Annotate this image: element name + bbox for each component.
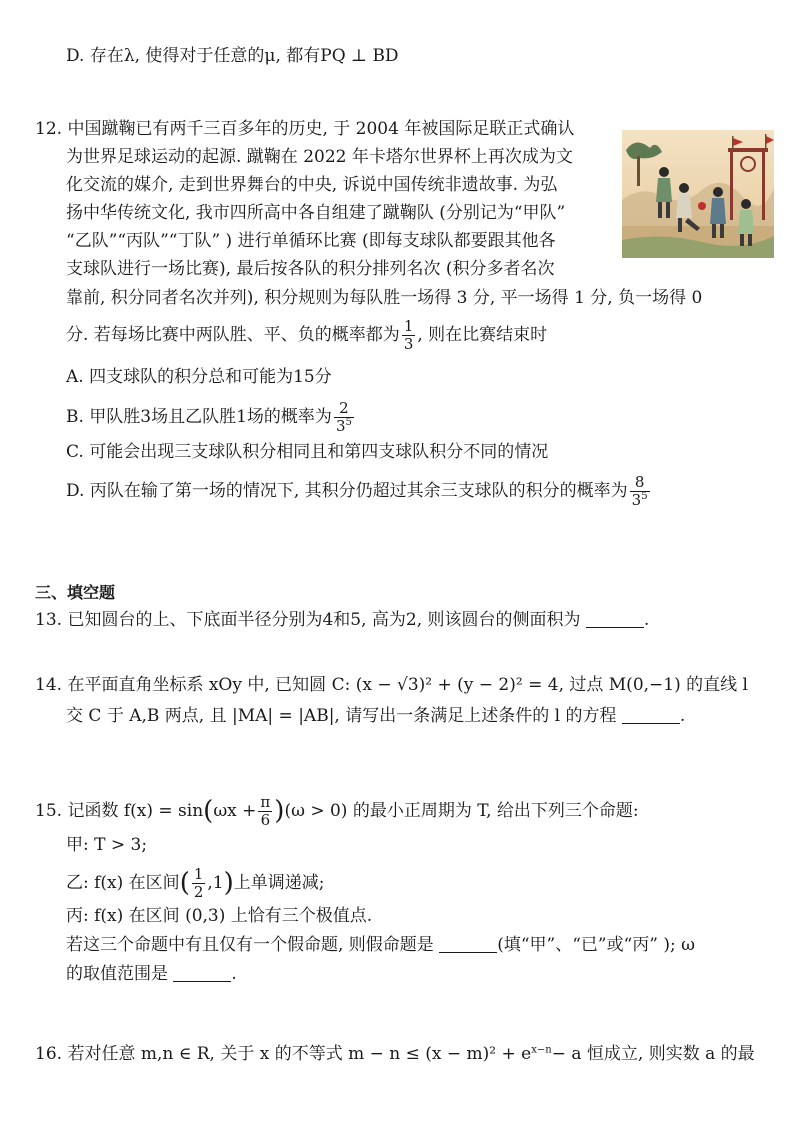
q15-line-1-inner: ωx + [213,801,257,821]
q12-option-b-text: B. 甲队胜3场且乙队胜1场的概率为 [66,407,332,427]
q15-line-6 [66,962,237,986]
fraction [402,318,416,353]
close-paren: ) [223,868,234,898]
q15-jia: 甲: T > 3; [66,835,148,855]
q16 [35,1042,755,1066]
fraction [192,866,206,901]
q15-bing: 丙: f(x) 在区间 (0,3) 上恰有三个极值点. [66,906,373,926]
fraction [630,474,650,509]
close-paren: ) [274,796,285,826]
q15-yi-prefix: 乙: f(x) 在区间 [66,873,180,893]
fraction [258,794,272,829]
cuju-painting-image [622,130,774,258]
q12-line-2: 为世界足球运动的起源. 蹴鞠在 2022 年卡塔尔世界杯上再次成为文 [66,147,573,167]
answer-blank[interactable] [439,934,497,953]
q14-line-1: 14. 在平面直角坐标系 xOy 中, 已知圆 C: (x − √3)² + (y − 2)² = 4, 过点 M(0,−1) 的直线 l [35,675,748,695]
q12-option-a: A. 四支球队的积分总和可能为15分 [66,367,332,387]
q15-yi [66,866,325,901]
q15-yi-mid: ,1 [207,873,224,893]
answer-blank[interactable] [586,609,644,628]
den-base: 3 [335,417,346,435]
q12-line-1: 12. 中国蹴鞠已有两千三百多年的历史, 于 2004 年被国际足联正式确认 [35,119,575,139]
q12-line-8-suffix: , 则在比赛结束时 [417,325,548,345]
q15-line-1 [35,794,639,829]
q13-text: 13. 已知圆台的上、下底面半径分别为4和5, 高为2, 则该圆台的侧面积为 [35,610,581,630]
q12-option-b [66,400,356,435]
den-base: 3 [631,491,642,509]
den-exponent: 5 [641,491,648,502]
q16-exponent: x−n [531,1044,552,1056]
den-exponent: 5 [345,417,352,428]
q12-line-6: 支球队进行一场比赛), 最后按各队的积分排列名次 (积分多者名次 [66,259,555,279]
q12-line-7: 靠前, 积分同者名次并列), 积分规则为每队胜一场得 3 分, 平一场得 1 分, 负一场得 0 [66,288,703,308]
answer-blank[interactable] [173,963,231,982]
answer-blank[interactable] [622,705,680,724]
fraction-denominator: 3 [403,335,414,353]
q14-line-2-text: 交 C 于 A,B 两点, 且 |MA| = |AB|, 请写出一条满足上述条件的 l 的方程 [66,706,617,726]
fraction-denominator [630,492,650,509]
fraction-denominator [334,418,354,435]
fraction-numerator: 1 [403,317,414,335]
q15-yi-suffix: 上单调递减; [233,873,325,893]
open-paren: ( [203,796,214,826]
q12-option-c: C. 可能会出现三支球队积分相同且和第四支球队积分不同的情况 [66,442,549,462]
fraction-numerator: π [260,793,271,811]
q13 [35,608,649,632]
q15-line-5 [66,933,695,957]
q12-line-3: 化交流的媒介, 走到世界舞台的中央, 诉说中国传统非遗故事. 为弘 [66,175,558,195]
q16-text-2: − a 恒成立, 则实数 a 的最 [551,1044,755,1064]
q16-text: 16. 若对任意 m,n ∈ R, 关于 x 的不等式 m − n ≤ (x − m)² + e [35,1044,532,1064]
q15-line-1-prefix: 15. 记函数 f(x) = sin [35,801,204,821]
q14-line-2 [66,704,685,728]
q12-line-4: 扬中华传统文化, 我市四所高中各自组建了蹴鞠队 (分别记为“甲队” [66,203,566,223]
q12-line-8-prefix: 分. 若每场比赛中两队胜、平、负的概率都为 [66,325,400,345]
q12-line-8 [66,318,547,353]
fraction-numerator: 1 [193,865,204,883]
q11-option-d: D. 存在λ, 使得对于任意的μ, 都有PQ ⊥ BD [66,46,399,66]
section-heading: 三、填空题 [35,583,116,602]
fraction-numerator: 2 [334,400,354,418]
q15-line-6-prefix: 的取值范围是 [66,964,168,984]
q12-line-5: “乙队”“丙队”“丁队” ) 进行单循环比赛 (即每支球队都要跟其他各 [66,231,556,251]
fraction-denominator: 2 [193,883,204,901]
fraction-numerator: 8 [630,474,650,492]
q14-end: . [679,706,686,726]
q12-option-d-text: D. 丙队在输了第一场的情况下, 其积分仍超过其余三支球队的积分的概率为 [66,481,628,501]
open-paren: ( [179,868,190,898]
q13-end: . [643,610,650,630]
q15-line-5-suffix: (填“甲”、“已”或“丙” ); ω [497,935,696,955]
q15-line-6-end: . [231,964,237,984]
q15-line-1-suffix: (ω > 0) 的最小正周期为 T, 给出下列三个命题: [284,801,639,821]
fraction [334,400,354,435]
q12-option-d [66,474,652,509]
q15-line-5-prefix: 若这三个命题中有且仅有一个假命题, 则假命题是 [66,935,434,955]
fraction-denominator: 6 [260,811,271,829]
